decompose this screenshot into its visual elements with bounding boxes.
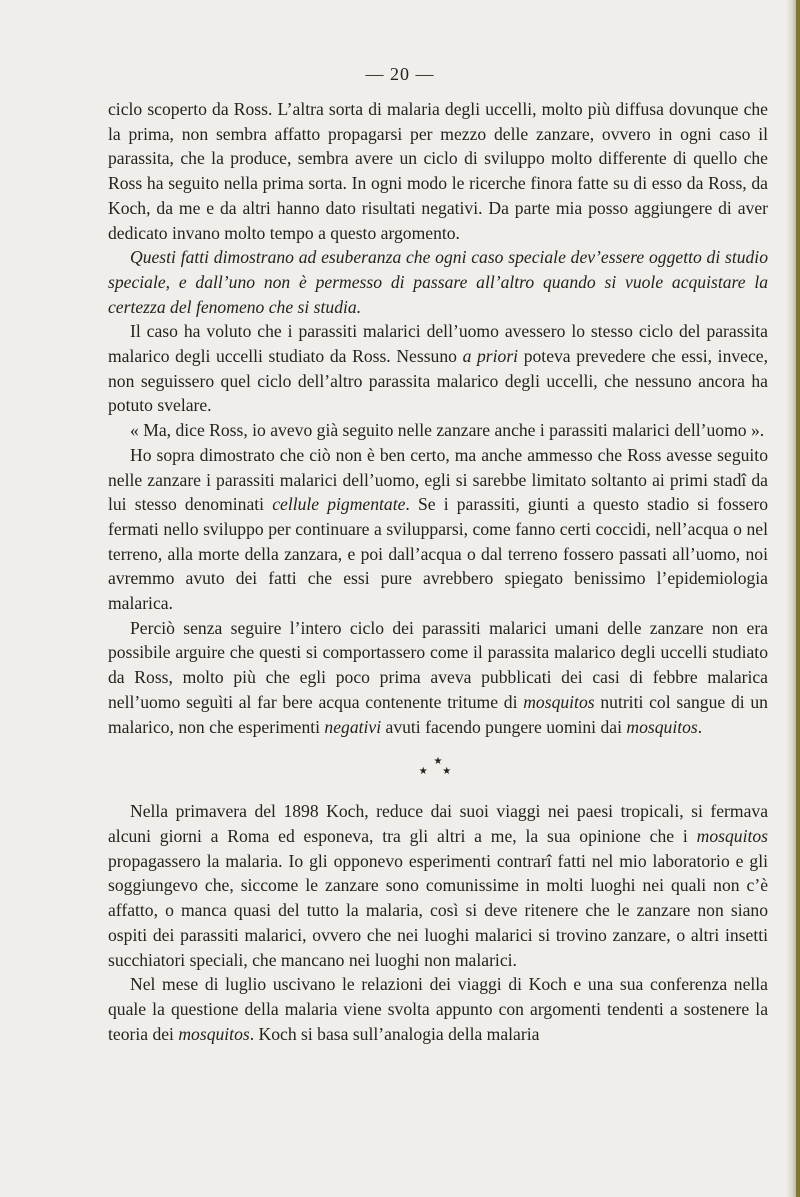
italic-span: a priori xyxy=(462,346,519,367)
paragraph-5 xyxy=(108,443,768,616)
italic-span: mosquitos xyxy=(523,691,595,712)
star-icon-pair: ★ ★ xyxy=(418,766,458,778)
text-span: poteva prevedere che essi, invece, non seguissero quel ciclo dell’altro parassita malarico degli uccelli, che nessuno ancora ha potuto svelare. xyxy=(108,346,768,416)
italic-span: negativi xyxy=(324,716,382,737)
paragraph-8 xyxy=(108,972,768,1046)
paragraph-1: ciclo scoperto da Ross. L’altra sorta di malaria degli uccelli, molto più diffusa dovunque che la prima, non sembra affatto propagarsi per mezzo delle zanzare, ovvero in ogni caso il parassita, che la produce, sembra avere un ciclo di sviluppo molto differente di quello che Ross ha seguito nella prima sorta. In ogni modo le ricerche finora fatte su di esso da Ross, da Koch, da me e da altri hanno dato risultati negativi. Da parte mia posso aggiungere di aver dedicato invano molto tempo a questo argomento. xyxy=(108,99,768,243)
paragraph-4-quote: « Ma, dice Ross, io avevo già seguito nelle zanzare anche i parassiti malarici dell’uomo ». xyxy=(130,420,765,441)
text-span: Nella primavera del 1898 Koch, reduce dai suoi viaggi nei paesi tropicali, si fermava alcuni giorni a Roma ed esponeva, tra gli altri a me, la sua opinione che i xyxy=(108,801,768,846)
paragraph-6 xyxy=(108,616,768,740)
text-span: nutriti col sangue di un malarico, non che esperimenti xyxy=(108,691,768,737)
text-span: . Se i parassiti, giunti a questo stadio si fossero fermati nello sviluppo per continuare a svilupparsi, come fanno certi coccidi, nell’acqua o nel terreno, alla morte della zanzara, e poi dall’acqua o dal terreno fossero passati all’uomo, noi avremmo avuto dei fatti che essi pure avrebbero spiegato benissimo l’epidemiologia malarica. xyxy=(108,494,768,614)
paragraph-3 xyxy=(108,319,768,418)
italic-span: cellule pigmentate xyxy=(272,494,406,515)
text-span: . xyxy=(697,716,703,737)
text-span: Ho sopra dimostrato che ciò non è ben certo, ma anche ammesso che Ross avesse seguito nelle zanzare i parassiti malarici dell’uomo, egli si sarebbe limitato soltanto ai primi stadî da lui stesso denominati xyxy=(108,444,768,515)
text-span: avuti facendo pungere uomini dai xyxy=(381,716,627,737)
paragraph-2-italic: Questi fatti dimostrano ad esuberanza che ogni caso speciale dev’essere oggetto di studio speciale, e dall’uno non è permesso di passare all’altro quando si vuole acquistare la certezza del fenomeno che si studia. xyxy=(108,247,768,317)
section-ornament xyxy=(108,757,768,777)
italic-span: mosquitos xyxy=(626,716,698,737)
body-text xyxy=(108,97,768,1046)
italic-span: mosquitos xyxy=(696,825,768,846)
page-number: — 20 — xyxy=(365,64,435,84)
text-span: Perciò senza seguire l’intero ciclo dei parassiti malarici umani delle zanzare non era possibile arguire che questi si comportassero come il parassita malarico degli uccelli studiato da Ross, molto più che egli poco prima aveva pubblicati dei casi di febbre malarica nell’uomo seguìti al far bere acqua contenente tritume di xyxy=(108,617,768,712)
text-span: . Koch si basa sull’analogia della malaria xyxy=(249,1023,540,1044)
star-icon: ★ xyxy=(433,756,443,768)
text-span: propagassero la malaria. Io gli opponevo esperimenti contrarî fatti nel mio laboratorio e gli soggiungevo che, siccome le zanzare sono comunissime in molti luoghi nei quali non c’è affatto, o manca quasi del tutto la malaria, così si deve ritenere che le zanzare non siano ospiti dei parassiti malarici, ovvero che nei luoghi malarici si trovino zanzare, o altri insetti succhiatori speciali, che mancano nei luoghi non malarici. xyxy=(108,850,768,970)
paragraph-7 xyxy=(108,799,768,972)
text-span: Il caso ha voluto che i parassiti malarici dell’uomo avessero lo stesso ciclo del parassita malarico degli uccelli studiato da Ross. Nessuno xyxy=(108,321,768,367)
text-span: Nel mese di luglio uscivano le relazioni dei viaggi di Koch e una sua conferenza nella quale la questione della malaria viene svolta appunto con argomenti tendenti a sostenere la teoria dei xyxy=(108,974,768,1044)
italic-span: mosquitos xyxy=(178,1023,250,1044)
page-edge-shadow xyxy=(786,0,800,1197)
